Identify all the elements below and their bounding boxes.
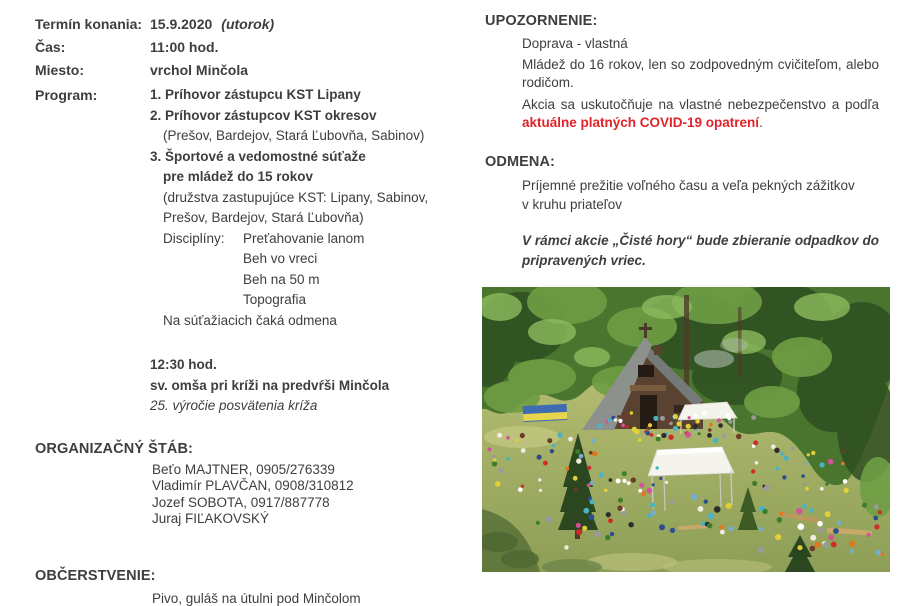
disciplines-row-3 (150, 270, 428, 291)
staff-member-1: Beťo MAJTNER, 0905/276339 (152, 461, 335, 477)
staff-member-2: Vladimír PLAVČAN, 0908/310812 (152, 478, 354, 493)
disciplines-label: Disciplíny: (163, 230, 225, 246)
refreshments-text: Pivo, guláš na útulni pod Minčolom (152, 590, 361, 606)
info-row-time (35, 36, 475, 59)
staff-section (35, 441, 475, 528)
reward-text: Príjemné prežitie voľného času a veľa pekných zážitkov v kruhu priateľov (522, 178, 855, 212)
gable-window (638, 365, 654, 377)
place-label: Miesto: (35, 62, 84, 78)
event-photo-illustration (482, 287, 890, 572)
discipline-1: Preťahovanie lanom (243, 230, 365, 246)
roof-cross (644, 323, 647, 338)
cleanup-note: V rámci akcie „Čisté hory“ bude zbieranie odpadkov do pripravených vriec. (522, 233, 879, 268)
staff-heading: ORGANIZAČNÝ ŠTÁB: (35, 440, 193, 457)
staff-member-4: Juraj FIĽAKOVSKÝ (152, 511, 270, 526)
program-section (35, 85, 475, 331)
right-column (485, 13, 895, 270)
staff-members (152, 462, 475, 528)
time-label: Čas: (35, 39, 66, 55)
mass-section (150, 355, 475, 417)
banner (523, 404, 568, 422)
left-column (35, 13, 475, 606)
discipline-2: Beh vo vreci (243, 251, 318, 266)
discipline-3: Beh na 50 m (243, 271, 320, 287)
program-item-3-note-1: (družstva zastupujúce KST: Lipany, Sabinov, (163, 189, 429, 205)
covid-text-normal: Akcia sa uskutočňuje na vlastné nebezpečenstvo a podľa (522, 97, 879, 112)
staff-member-3: Jozef SOBOTA, 0917/887778 (152, 494, 330, 510)
date-weekday: (utorok) (221, 16, 275, 32)
program-item-2: 2. Príhovor zástupcov KST okresov (150, 107, 377, 123)
program-label: Program: (35, 87, 98, 103)
program-item-3-note-2: Prešov, Bardejov, Stará Ľubovňa) (163, 210, 364, 225)
hut-sign (630, 385, 666, 391)
disciplines-row-4 (150, 290, 428, 311)
warning-youth: Mládež do 16 rokov, len so zodpovedným cvičiteľom, alebo rodičom. (522, 57, 879, 90)
warning-heading: UPOZORNENIE: (485, 13, 598, 29)
warning-covid (522, 96, 879, 131)
info-row-place (35, 59, 475, 82)
program-list (150, 85, 428, 331)
refreshments-heading: OBČERSTVENIE: (35, 567, 156, 584)
mass-subtitle: 25. výročie posvätenia kríža (150, 398, 318, 413)
disciplines-row-1 (150, 229, 428, 250)
info-row-date (35, 13, 475, 36)
chimney (654, 345, 661, 355)
time-value: 11:00 hod. (150, 39, 219, 55)
mass-title: sv. omša pri kríži na predvŕši Minčola (150, 377, 390, 393)
program-reward-line: Na súťažiacich čaká odmena (163, 312, 337, 328)
mass-time: 12:30 hod. (150, 357, 217, 372)
tree-trunk (684, 295, 689, 395)
program-item-3: 3. Športové a vedomostné súťaže (150, 148, 366, 164)
program-item-3b: pre mládež do 15 rokov (163, 169, 314, 184)
program-item-1: 1. Príhovor zástupcu KST Lipany (150, 87, 361, 102)
disciplines-row-2 (150, 249, 428, 270)
event-photo (482, 287, 890, 572)
discipline-4: Topografia (243, 292, 307, 307)
date-value: 15.9.2020 (150, 16, 213, 32)
date-label: Termín konania: (35, 16, 143, 32)
covid-text-period: . (759, 114, 763, 130)
warning-body (522, 36, 895, 131)
reward-body (522, 177, 895, 270)
warning-transport: Doprava - vlastná (522, 36, 628, 51)
place-value: vrchol Minčola (150, 62, 249, 78)
reward-heading: ODMENA: (485, 154, 555, 170)
program-item-2-note: (Prešov, Bardejov, Stará Ľubovňa, Sabinov) (163, 128, 425, 143)
refreshments-section (35, 568, 475, 606)
covid-text-red: aktuálne platných COVID-19 opatrení (522, 114, 760, 130)
